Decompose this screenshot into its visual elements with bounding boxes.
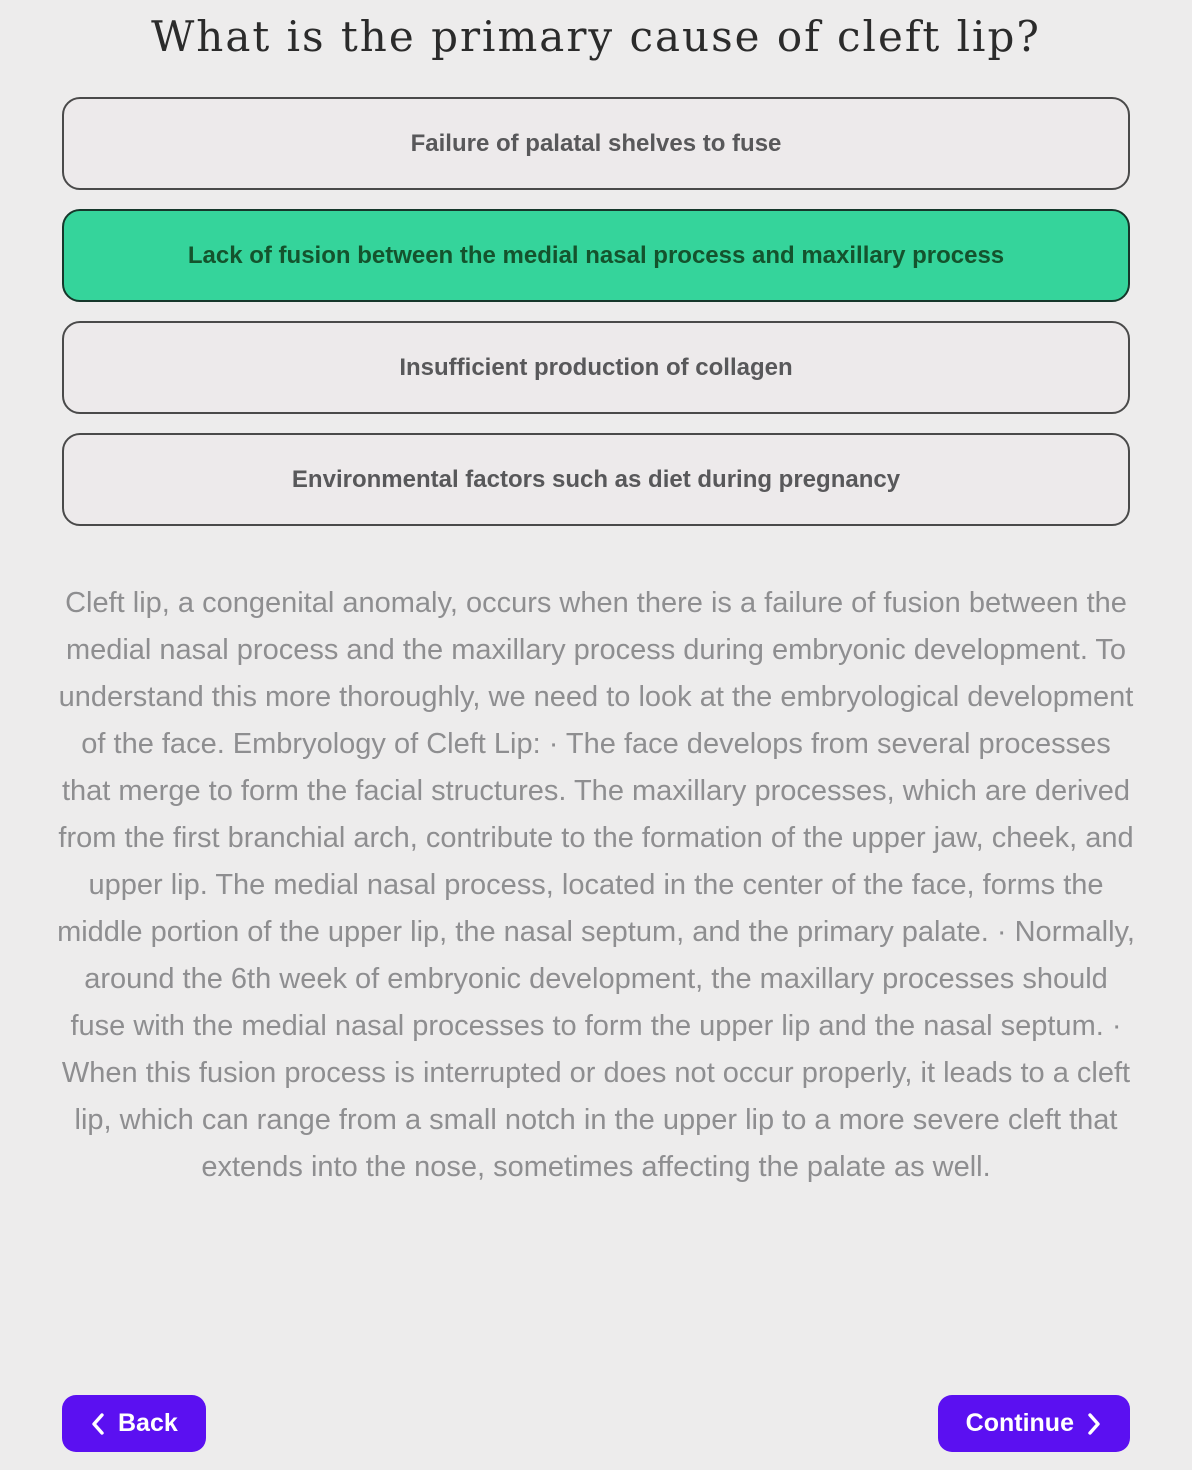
answer-option-label: Insufficient production of collagen [399,353,793,381]
answer-option-4[interactable] [62,433,1130,526]
answer-options [62,97,1130,526]
answer-option-1[interactable] [62,97,1130,190]
answer-option-label: Environmental factors such as diet during pregnancy [291,465,901,493]
answer-option-label: Failure of palatal shelves to fuse [410,129,782,157]
explanation-text: Cleft lip, a congenital anomaly, occurs when there is a failure of fusion between the medial nasal process and the maxillary process during embryonic development. To understand this more thoroughly, we need to look at the embryological development of the face. Embryology of Cleft Lip: · The face develops from several processes that merge to form the facial structures. The maxillary processes, which are derived from the first branchial arch, contribute to the formation of the upper jaw, cheek, and upper lip. The medial nasal process, located in the center of the face, forms the middle portion of the upper lip, the nasal septum, and the primary palate. · Normally, around the 6th week of embryonic development, the maxillary processes should fuse with the medial nasal processes to form the upper lip and the nasal septum. · When this fusion process is interrupted or does not occur properly, it leads to a cleft lip, which can range from a small notch in the upper lip to a more severe cleft that extends into the nose, sometimes affecting the palate as well. [57,587,1135,1184]
footer-nav [0,1395,1192,1452]
question-title: What is the primary cause of cleft lip? [151,12,1041,61]
answer-option-3[interactable] [62,321,1130,414]
chevron-right-icon [1086,1412,1102,1436]
answer-option-label: Lack of fusion between the medial nasal process and maxillary process [187,241,1005,269]
chevron-left-icon [90,1412,106,1436]
answer-option-2-selected-correct[interactable] [62,209,1130,302]
back-button[interactable] [62,1395,206,1452]
continue-button-label: Continue [965,1409,1074,1437]
back-button-label: Back [118,1409,178,1437]
continue-button[interactable] [938,1395,1130,1452]
